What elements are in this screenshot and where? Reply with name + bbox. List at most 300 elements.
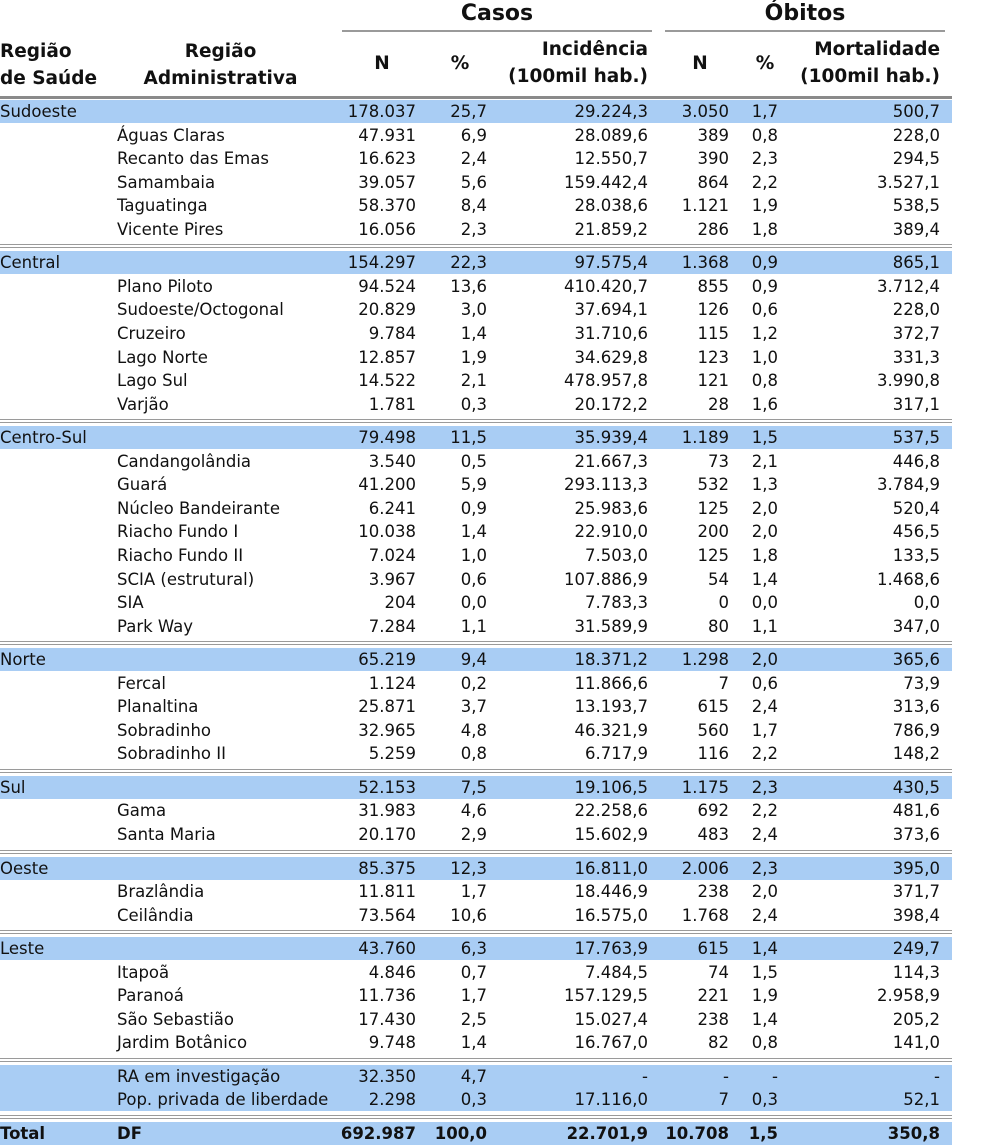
cell-incidencia: 16.811,0 <box>574 858 648 878</box>
cell-casos-pct: 0,7 <box>460 962 487 982</box>
cell-incidencia: 29.224,3 <box>574 102 648 121</box>
header-regiao-saude: Região de Saúde <box>0 41 97 89</box>
cell-casos-n: 5.259 <box>368 744 416 764</box>
cell-casos-pct: 25,7 <box>450 102 487 121</box>
cell-casos-pct: 10,6 <box>450 905 487 925</box>
cell-casos-pct: 1,0 <box>460 545 487 565</box>
group-separator <box>0 244 952 248</box>
cell-incidencia: - <box>642 1066 648 1086</box>
region-summary-row <box>0 857 952 880</box>
cell-obitos-n: 121 <box>697 371 729 391</box>
table-row <box>0 497 952 520</box>
cell-casos-pct: 4,6 <box>460 801 487 821</box>
table-row <box>0 124 952 147</box>
cell-regiao-administrativa: Taguatinga <box>117 196 208 216</box>
cell-regiao-administrativa: Águas Claras <box>117 125 225 145</box>
table-row <box>0 823 952 846</box>
cell-regiao-administrativa: Núcleo Bandeirante <box>117 498 281 518</box>
cell-regiao-administrativa: Gama <box>117 801 167 821</box>
cell-mortalidade: 865,1 <box>892 253 940 273</box>
table-row <box>0 961 952 984</box>
cell-incidencia: 6.717,9 <box>585 744 648 764</box>
cell-casos-pct: 0,0 <box>460 593 487 612</box>
cell-casos-pct: 1,7 <box>460 882 487 901</box>
cell-casos-pct: 6,9 <box>460 125 487 145</box>
cell-casos-n: 1.124 <box>368 673 416 693</box>
header-incidencia: Incidência (100mil hab.) <box>508 39 648 87</box>
cell-casos-pct: 11,5 <box>450 428 487 448</box>
cell-regiao-administrativa: Ceilândia <box>117 905 194 925</box>
cell-obitos-n: 855 <box>697 276 729 296</box>
cell-obitos-pct: 2,3 <box>751 149 778 169</box>
cell-mortalidade: 2.958,9 <box>877 986 940 1006</box>
cell-casos-pct: 3,7 <box>460 697 487 717</box>
table-row <box>0 473 952 496</box>
cell-regiao-administrativa: Lago Sul <box>117 371 188 391</box>
group-separator <box>0 769 952 773</box>
cell-obitos-pct: 2,1 <box>751 451 778 471</box>
cell-obitos-n: 116 <box>697 744 729 764</box>
table-row <box>0 568 952 591</box>
cell-regiao-saude: Oeste <box>0 858 49 878</box>
cell-casos-pct: 0,9 <box>460 498 487 518</box>
cell-mortalidade: 347,0 <box>892 616 940 636</box>
cell-obitos-n: 115 <box>697 324 729 343</box>
cell-obitos-pct: 2,0 <box>751 882 778 901</box>
table-row <box>0 742 952 765</box>
cell-casos-pct: 6,3 <box>460 939 487 959</box>
cell-obitos-pct: 0,9 <box>751 276 778 296</box>
cell-incidencia: 157.129,5 <box>564 986 648 1006</box>
cell-incidencia: 28.038,6 <box>574 196 648 216</box>
table-row <box>0 799 952 822</box>
cell-casos-pct: 5,6 <box>460 172 487 192</box>
table-row <box>0 591 952 614</box>
cell-regiao-saude: Total <box>0 1124 46 1143</box>
cell-incidencia: 410.420,7 <box>564 276 648 296</box>
cell-mortalidade: 389,4 <box>892 219 940 239</box>
cell-casos-pct: 1,1 <box>460 616 487 636</box>
cell-obitos-pct: 2,3 <box>751 777 778 797</box>
cell-casos-n: 7.024 <box>368 545 416 565</box>
cell-obitos-n: 126 <box>697 300 729 320</box>
cell-obitos-n: 1.298 <box>681 650 729 670</box>
cell-mortalidade: 395,0 <box>892 858 940 878</box>
cell-mortalidade: 371,7 <box>892 882 940 901</box>
cell-mortalidade: 148,2 <box>892 744 940 764</box>
cell-casos-pct: 22,3 <box>450 253 487 273</box>
cell-obitos-n: 1.175 <box>681 777 729 797</box>
cell-incidencia: 7.484,5 <box>585 962 648 982</box>
cell-obitos-pct: 0,9 <box>751 253 778 273</box>
cell-obitos-n: 1.121 <box>681 196 729 216</box>
cell-regiao-administrativa: Candangolândia <box>117 451 252 471</box>
cell-mortalidade: 1.468,6 <box>877 569 940 589</box>
cell-incidencia: 16.575,0 <box>574 905 648 925</box>
cell-casos-n: 11.811 <box>358 882 416 901</box>
cell-mortalidade: 3.784,9 <box>877 475 940 495</box>
cell-regiao-administrativa: Cruzeiro <box>117 324 186 343</box>
cell-mortalidade: 0,0 <box>913 593 940 612</box>
cell-casos-n: 11.736 <box>358 986 416 1006</box>
cell-casos-pct: 1,4 <box>460 324 487 343</box>
cell-regiao-administrativa: SIA <box>117 593 144 612</box>
table-row <box>0 520 952 543</box>
cell-obitos-pct: 2,2 <box>751 744 778 764</box>
cell-casos-pct: 2,1 <box>460 371 487 391</box>
cell-casos-pct: 0,2 <box>460 673 487 693</box>
cell-incidencia: 159.442,4 <box>564 172 648 192</box>
cell-casos-n: 178.037 <box>347 102 416 121</box>
cell-casos-n: 154.297 <box>347 253 416 273</box>
cell-incidencia: 31.589,9 <box>574 616 648 636</box>
cell-regiao-administrativa: Sudoeste/Octogonal <box>117 300 284 320</box>
cell-casos-n: 20.170 <box>358 824 416 844</box>
cell-obitos-n: 483 <box>697 824 729 844</box>
cell-obitos-pct: 0,3 <box>751 1090 778 1110</box>
table-row <box>0 984 952 1007</box>
cell-casos-n: 25.871 <box>358 697 416 717</box>
cell-casos-n: 32.350 <box>358 1066 416 1086</box>
header-obitos-pct: % <box>755 53 775 74</box>
cell-obitos-pct: 1,4 <box>751 1009 778 1029</box>
region-summary-row <box>0 251 952 274</box>
cell-obitos-n: 200 <box>697 522 729 542</box>
cell-obitos-n: 74 <box>708 962 729 982</box>
cell-casos-n: 47.931 <box>358 125 416 145</box>
cell-obitos-pct: 0,8 <box>751 1033 778 1053</box>
cell-regiao-administrativa: Riacho Fundo II <box>117 545 244 565</box>
cell-casos-pct: 9,4 <box>460 650 487 670</box>
cell-obitos-pct: 1,8 <box>751 545 778 565</box>
cell-incidencia: 107.886,9 <box>564 569 648 589</box>
obitos-group-heading: Óbitos <box>764 1 846 26</box>
table-row <box>0 544 952 567</box>
cell-obitos-pct: 2,2 <box>751 172 778 192</box>
cell-incidencia: 20.172,2 <box>574 394 648 414</box>
cell-obitos-pct: 1,7 <box>751 720 778 740</box>
table-row <box>0 147 952 170</box>
cell-incidencia: 22.701,9 <box>566 1124 648 1143</box>
cell-incidencia: 12.550,7 <box>574 149 648 169</box>
cell-obitos-pct: 2,0 <box>751 498 778 518</box>
cell-mortalidade: 294,5 <box>892 149 940 169</box>
cell-incidencia: 15.027,4 <box>574 1009 648 1029</box>
cell-obitos-pct: 2,2 <box>751 801 778 821</box>
cell-incidencia: 28.089,6 <box>574 125 648 145</box>
cell-regiao-administrativa: Sobradinho II <box>117 744 226 764</box>
cell-casos-pct: 8,4 <box>460 196 487 216</box>
table-row <box>0 615 952 638</box>
cell-mortalidade: 373,6 <box>892 824 940 844</box>
cell-casos-n: 6.241 <box>368 498 416 518</box>
cell-casos-n: 692.987 <box>340 1124 416 1143</box>
cell-incidencia: 31.710,6 <box>574 324 648 343</box>
cell-incidencia: 21.859,2 <box>574 219 648 239</box>
cell-regiao-saude: Sudoeste <box>0 102 77 121</box>
table-row <box>0 346 952 369</box>
cell-mortalidade: 537,5 <box>892 428 940 448</box>
cell-obitos-n: - <box>723 1066 729 1086</box>
cell-obitos-pct: 1,4 <box>751 569 778 589</box>
cell-obitos-n: 28 <box>708 394 729 414</box>
cell-obitos-n: 221 <box>697 986 729 1006</box>
cell-obitos-pct: 2,3 <box>751 858 778 878</box>
cell-mortalidade: 481,6 <box>892 801 940 821</box>
cell-regiao-administrativa: Park Way <box>117 616 194 636</box>
table-row <box>0 194 952 217</box>
cell-casos-n: 32.965 <box>358 720 416 740</box>
cell-casos-n: 4.846 <box>368 962 416 982</box>
cell-casos-n: 14.522 <box>358 371 416 391</box>
cell-casos-pct: 1,4 <box>460 522 487 542</box>
cell-mortalidade: 205,2 <box>892 1009 940 1029</box>
cell-casos-n: 41.200 <box>358 475 416 495</box>
cell-regiao-administrativa: São Sebastião <box>117 1009 234 1029</box>
cell-casos-pct: 12,3 <box>450 858 487 878</box>
cell-mortalidade: 500,7 <box>892 102 940 121</box>
cell-obitos-n: 532 <box>697 475 729 495</box>
cell-regiao-administrativa: Santa Maria <box>117 824 216 844</box>
table-row <box>0 393 952 416</box>
cell-mortalidade: 446,8 <box>892 451 940 471</box>
cell-casos-n: 12.857 <box>358 347 416 367</box>
cell-incidencia: 16.767,0 <box>574 1033 648 1053</box>
cell-regiao-administrativa: Vicente Pires <box>117 219 224 239</box>
cell-casos-pct: 0,5 <box>460 451 487 471</box>
cell-regiao-administrativa: Planaltina <box>117 697 199 717</box>
table-row <box>0 218 952 241</box>
table-row <box>0 322 952 345</box>
table-row <box>0 719 952 742</box>
cell-casos-n: 79.498 <box>358 428 416 448</box>
cell-regiao-administrativa: Sobradinho <box>117 720 212 740</box>
cell-incidencia: 34.629,8 <box>574 347 648 367</box>
cell-regiao-administrativa: Varjão <box>117 394 169 414</box>
cell-casos-pct: 5,9 <box>460 475 487 495</box>
table-row <box>0 672 952 695</box>
cell-casos-n: 16.056 <box>358 219 416 239</box>
table-row <box>0 369 952 392</box>
cell-mortalidade: 228,0 <box>892 125 940 145</box>
cell-casos-n: 10.038 <box>358 522 416 542</box>
cell-obitos-n: 389 <box>697 125 729 145</box>
header-mortalidade: Mortalidade (100mil hab.) <box>800 39 940 87</box>
cell-regiao-administrativa: Lago Norte <box>117 347 208 367</box>
cell-obitos-pct: 1,9 <box>751 986 778 1006</box>
cell-obitos-pct: 2,4 <box>751 905 778 925</box>
total-row <box>0 1122 952 1145</box>
header-obitos-n: N <box>692 53 708 74</box>
cell-mortalidade: 52,1 <box>903 1090 940 1110</box>
header-casos-pct: % <box>450 53 470 74</box>
table-row <box>0 880 952 903</box>
cell-casos-pct: 100,0 <box>434 1124 487 1143</box>
cell-obitos-pct: 1,5 <box>748 1124 778 1143</box>
cell-obitos-n: 0 <box>718 593 729 612</box>
cell-obitos-n: 615 <box>697 697 729 717</box>
group-separator <box>0 850 952 854</box>
cell-casos-pct: 4,8 <box>460 720 487 740</box>
cell-regiao-administrativa: Samambaia <box>117 172 216 192</box>
cell-casos-pct: 0,6 <box>460 569 487 589</box>
cell-casos-n: 17.430 <box>358 1009 416 1029</box>
cell-casos-pct: 0,8 <box>460 744 487 764</box>
cell-casos-pct: 13,6 <box>450 276 487 296</box>
cell-obitos-n: 1.189 <box>681 428 729 448</box>
cell-incidencia: 7.783,3 <box>585 593 648 612</box>
cell-obitos-pct: 1,5 <box>751 962 778 982</box>
table-row <box>0 695 952 718</box>
region-summary-row <box>0 100 952 123</box>
cell-mortalidade: 372,7 <box>892 324 940 343</box>
region-summary-row <box>0 937 952 960</box>
cell-regiao-saude: Central <box>0 253 61 273</box>
cell-obitos-n: 10.708 <box>665 1124 729 1143</box>
cell-mortalidade: 141,0 <box>892 1033 940 1053</box>
cell-obitos-pct: - <box>772 1066 778 1086</box>
cell-casos-n: 31.983 <box>358 801 416 821</box>
cell-obitos-n: 864 <box>697 172 729 192</box>
cell-mortalidade: 520,4 <box>892 498 940 518</box>
cell-obitos-pct: 2,0 <box>751 522 778 542</box>
cell-casos-n: 9.748 <box>368 1033 416 1053</box>
cell-mortalidade: 365,6 <box>892 650 940 670</box>
group-separator <box>0 1058 952 1062</box>
table-row <box>0 450 952 473</box>
cell-obitos-n: 390 <box>697 149 729 169</box>
cell-obitos-n: 286 <box>697 219 729 239</box>
cell-regiao-administrativa: Riacho Fundo I <box>117 522 239 542</box>
cell-casos-pct: 0,3 <box>460 1090 487 1110</box>
cell-casos-pct: 2,4 <box>460 149 487 169</box>
cell-casos-pct: 4,7 <box>460 1066 487 1086</box>
table-row <box>0 1008 952 1031</box>
cell-regiao-administrativa: Fercal <box>117 673 166 693</box>
cell-incidencia: 46.321,9 <box>574 720 648 740</box>
cell-obitos-pct: 1,6 <box>751 394 778 414</box>
cell-obitos-pct: 1,1 <box>751 616 778 636</box>
cell-mortalidade: 456,5 <box>892 522 940 542</box>
cell-incidencia: 17.763,9 <box>574 939 648 959</box>
cell-regiao-administrativa: RA em investigação <box>117 1066 281 1086</box>
extra-row <box>0 1065 952 1088</box>
cell-casos-pct: 2,9 <box>460 824 487 844</box>
group-separator <box>0 930 952 934</box>
region-summary-row <box>0 776 952 799</box>
header-regiao-administrativa: Região Administrativa <box>143 41 298 89</box>
cell-regiao-administrativa: Brazlândia <box>117 882 205 901</box>
cell-regiao-administrativa: Pop. privada de liberdade <box>117 1090 329 1110</box>
cell-casos-pct: 7,5 <box>460 777 487 797</box>
cell-mortalidade: 350,8 <box>887 1124 940 1143</box>
cell-regiao-administrativa: Itapoã <box>117 962 170 982</box>
cell-obitos-n: 560 <box>697 720 729 740</box>
cell-obitos-n: 125 <box>697 545 729 565</box>
cell-obitos-pct: 1,9 <box>751 196 778 216</box>
cell-obitos-n: 615 <box>697 939 729 959</box>
cell-incidencia: 18.371,2 <box>574 650 648 670</box>
cell-mortalidade: 3.990,8 <box>877 371 940 391</box>
cell-obitos-pct: 0,6 <box>751 300 778 320</box>
cell-regiao-saude: Centro-Sul <box>0 428 87 448</box>
cell-mortalidade: 3.712,4 <box>877 276 940 296</box>
cell-obitos-n: 73 <box>708 451 729 471</box>
cell-casos-pct: 1,7 <box>460 986 487 1006</box>
cell-mortalidade: 398,4 <box>892 905 940 925</box>
group-separator <box>0 641 952 645</box>
cell-mortalidade: 538,5 <box>892 196 940 216</box>
cell-mortalidade: 331,3 <box>892 347 940 367</box>
cell-obitos-n: 123 <box>697 347 729 367</box>
cell-casos-n: 3.540 <box>368 451 416 471</box>
cell-obitos-pct: 1,3 <box>751 475 778 495</box>
cell-obitos-n: 3.050 <box>681 102 729 121</box>
cell-casos-pct: 2,3 <box>460 219 487 239</box>
cell-mortalidade: 3.527,1 <box>877 172 940 192</box>
cell-mortalidade: - <box>934 1066 940 1086</box>
cell-casos-pct: 1,4 <box>460 1033 487 1053</box>
cell-casos-n: 94.524 <box>358 276 416 296</box>
cell-incidencia: 22.910,0 <box>574 522 648 542</box>
cell-casos-n: 7.284 <box>368 616 416 636</box>
table-row <box>0 904 952 927</box>
cell-regiao-administrativa: Paranoá <box>117 986 184 1006</box>
cell-obitos-pct: 1,5 <box>751 428 778 448</box>
cell-obitos-n: 125 <box>697 498 729 518</box>
cell-mortalidade: 228,0 <box>892 300 940 320</box>
cell-casos-n: 16.623 <box>358 149 416 169</box>
cell-regiao-administrativa: Jardim Botânico <box>117 1033 248 1053</box>
cell-obitos-n: 1.368 <box>681 253 729 273</box>
cell-obitos-n: 7 <box>718 1090 729 1110</box>
cell-mortalidade: 317,1 <box>892 394 940 414</box>
cell-casos-n: 2.298 <box>368 1090 416 1110</box>
cell-mortalidade: 430,5 <box>892 777 940 797</box>
cell-obitos-pct: 1,8 <box>751 219 778 239</box>
cell-obitos-pct: 1,7 <box>751 102 778 121</box>
cell-obitos-n: 54 <box>708 569 729 589</box>
cell-incidencia: 293.113,3 <box>564 475 648 495</box>
cell-regiao-saude: Sul <box>0 777 26 797</box>
group-separator <box>0 419 952 423</box>
cell-obitos-n: 692 <box>697 801 729 821</box>
cell-casos-n: 58.370 <box>358 196 416 216</box>
cell-obitos-pct: 2,0 <box>751 650 778 670</box>
cell-incidencia: 37.694,1 <box>574 300 648 320</box>
cell-obitos-pct: 1,4 <box>751 939 778 959</box>
header-casos-n: N <box>374 53 390 74</box>
cell-casos-pct: 3,0 <box>460 300 487 320</box>
cell-casos-n: 52.153 <box>358 777 416 797</box>
casos-group-heading: Casos <box>460 1 534 26</box>
extra-row <box>0 1088 952 1111</box>
cell-casos-n: 85.375 <box>358 858 416 878</box>
cell-obitos-n: 1.768 <box>681 905 729 925</box>
cell-casos-n: 39.057 <box>358 172 416 192</box>
cell-incidencia: 19.106,5 <box>574 777 648 797</box>
cell-regiao-administrativa: SCIA (estrutural) <box>117 569 255 589</box>
cell-incidencia: 478.957,8 <box>564 371 648 391</box>
cell-incidencia: 13.193,7 <box>574 697 648 717</box>
cell-obitos-n: 7 <box>718 673 729 693</box>
cell-obitos-pct: 0,6 <box>751 673 778 693</box>
group-separator <box>0 1115 952 1119</box>
cell-mortalidade: 73,9 <box>903 673 940 693</box>
cell-obitos-pct: 2,4 <box>751 824 778 844</box>
cell-casos-n: 204 <box>384 593 416 612</box>
cell-casos-pct: 2,5 <box>460 1009 487 1029</box>
